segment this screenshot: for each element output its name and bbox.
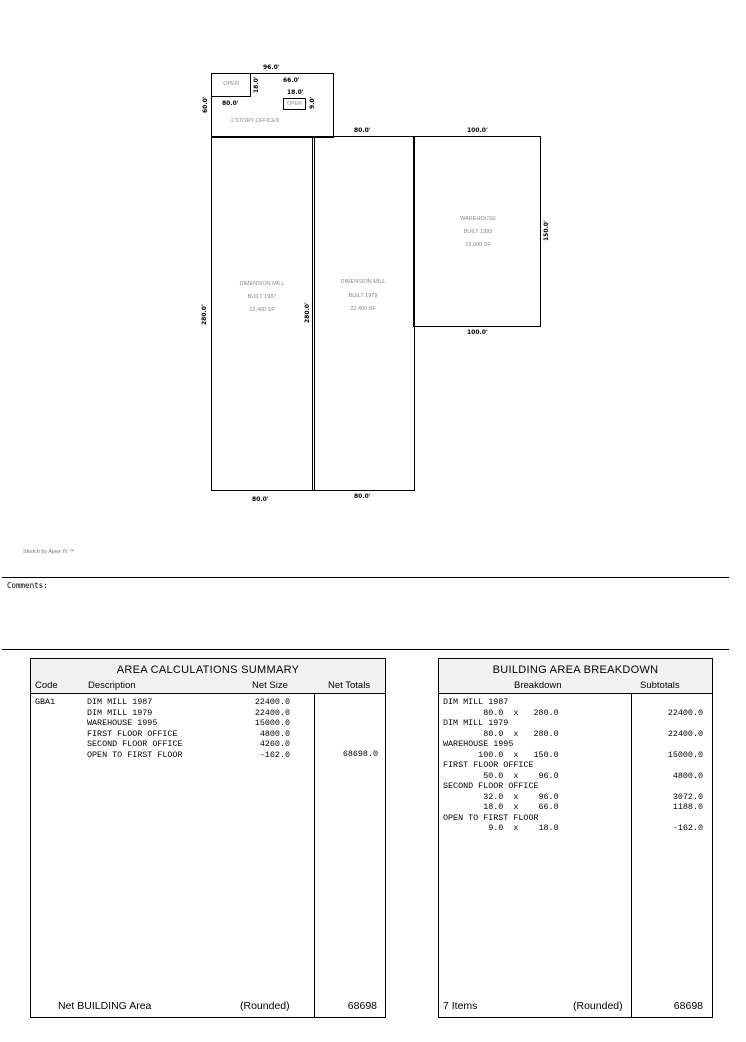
summary-total: 68698.0 [342, 749, 378, 759]
dim-mill1-bottom: 80.0' [252, 496, 269, 503]
mill-1987-name: DIMENSION MILL [239, 281, 285, 287]
dim-warehouse-bottom: 100.0' [467, 329, 488, 336]
divider-top [2, 577, 729, 578]
breakdown-panel [438, 658, 713, 1018]
dim-office-height: 60.0' [202, 96, 209, 113]
warehouse-built: BUILT 1995 [463, 229, 493, 235]
summary-rounded-value: 68698 [347, 1000, 377, 1012]
net-building-area-label: Net BUILDING Area [58, 1000, 152, 1012]
sketch-credit: Sketch by Apex IV ™ [23, 549, 75, 555]
area-summary-header [31, 659, 385, 694]
dim-open-height: 18.0' [253, 76, 260, 93]
dim-mill2-side: 280.0' [304, 302, 311, 323]
breakdown-rounded-value: 68698 [673, 1000, 703, 1012]
open-small-label: OPEN [287, 101, 302, 107]
dim-office-right: 66.0' [283, 77, 300, 84]
breakdown-items-count: 7 Items [443, 1000, 478, 1012]
breakdown-title: BUILDING AREA BREAKDOWN [492, 664, 659, 676]
dim-small-width: 18.0' [287, 89, 304, 96]
dim-top-width: 96.0' [263, 64, 280, 71]
dim-small-height: 9.0' [309, 96, 316, 109]
col-subtotals: Subtotals [640, 680, 680, 691]
summary-code: GBA1 [35, 697, 56, 707]
mill-1979-block [312, 136, 415, 491]
mill-1987-area: 22,400 SF [249, 307, 275, 313]
summary-col-divider [314, 693, 315, 1017]
col-code: Code [35, 680, 58, 691]
mill-1979-area: 22,400 SF [350, 306, 376, 312]
dim-mill2-top: 80.0' [354, 127, 371, 134]
mill-1987-block [211, 136, 315, 491]
comments-label: Comments: [7, 581, 48, 590]
breakdown-header [439, 659, 712, 694]
col-net-totals: Net Totals [328, 680, 371, 691]
dim-mill2-bottom: 80.0' [354, 493, 371, 500]
breakdown-subtotals: 22400.0 22400.0 15000.0 4800.0 3072.0 1188.0 -162.0 [667, 707, 703, 833]
summary-rounded-label: (Rounded) [240, 1000, 290, 1012]
summary-descriptions: DIM MILL 1987 DIM MILL 1979 WAREHOUSE 1995 FIRST FLOOR OFFICE SECOND FLOOR OFFICE OPEN TO FIRST FLOOR [87, 697, 183, 760]
summary-sizes: 22400.0 22400.0 15000.0 4800.0 4260.0 -162.0 [254, 697, 290, 760]
dim-office-left: 80.0' [222, 100, 239, 107]
breakdown-rounded-label: (Rounded) [573, 1000, 623, 1012]
area-summary-title: AREA CALCULATIONS SUMMARY [116, 664, 300, 676]
breakdown-col-divider [631, 693, 632, 1017]
col-breakdown: Breakdown [514, 680, 562, 691]
breakdown-lines: DIM MILL 1987 80.0 x 280.0 DIM MILL 1979 80.0 x 280.0 WAREHOUSE 1995 100.0 x 150.0 FIRST FLOOR OFFICE 50.0 x 96.0 SECOND FLOOR OFFICE 32.0 x 96.0 18.0 x 66.0 OPEN TO FIRST FLOOR 9.0 x 18.0 [443, 697, 559, 833]
warehouse-area: 15,000 SF [465, 242, 491, 248]
area-summary-panel [30, 658, 386, 1018]
col-net-size: Net Size [252, 680, 288, 691]
warehouse-name: WAREHOUSE [460, 216, 496, 222]
mill-1979-built: BUILT 1979 [348, 293, 378, 299]
mill-1979-name: DIMENSION MILL [340, 279, 386, 285]
dim-warehouse-side: 150.0' [543, 220, 550, 241]
divider-bottom [2, 649, 729, 650]
col-description: Description [88, 680, 136, 691]
mill-1987-built: BUILT 1987 [247, 294, 277, 300]
dim-mill1-side: 280.0' [201, 304, 208, 325]
open-label: OPEN [223, 81, 239, 87]
dim-warehouse-top: 100.0' [467, 127, 488, 134]
offices-label: 2 STORY OFFICES [230, 118, 280, 124]
